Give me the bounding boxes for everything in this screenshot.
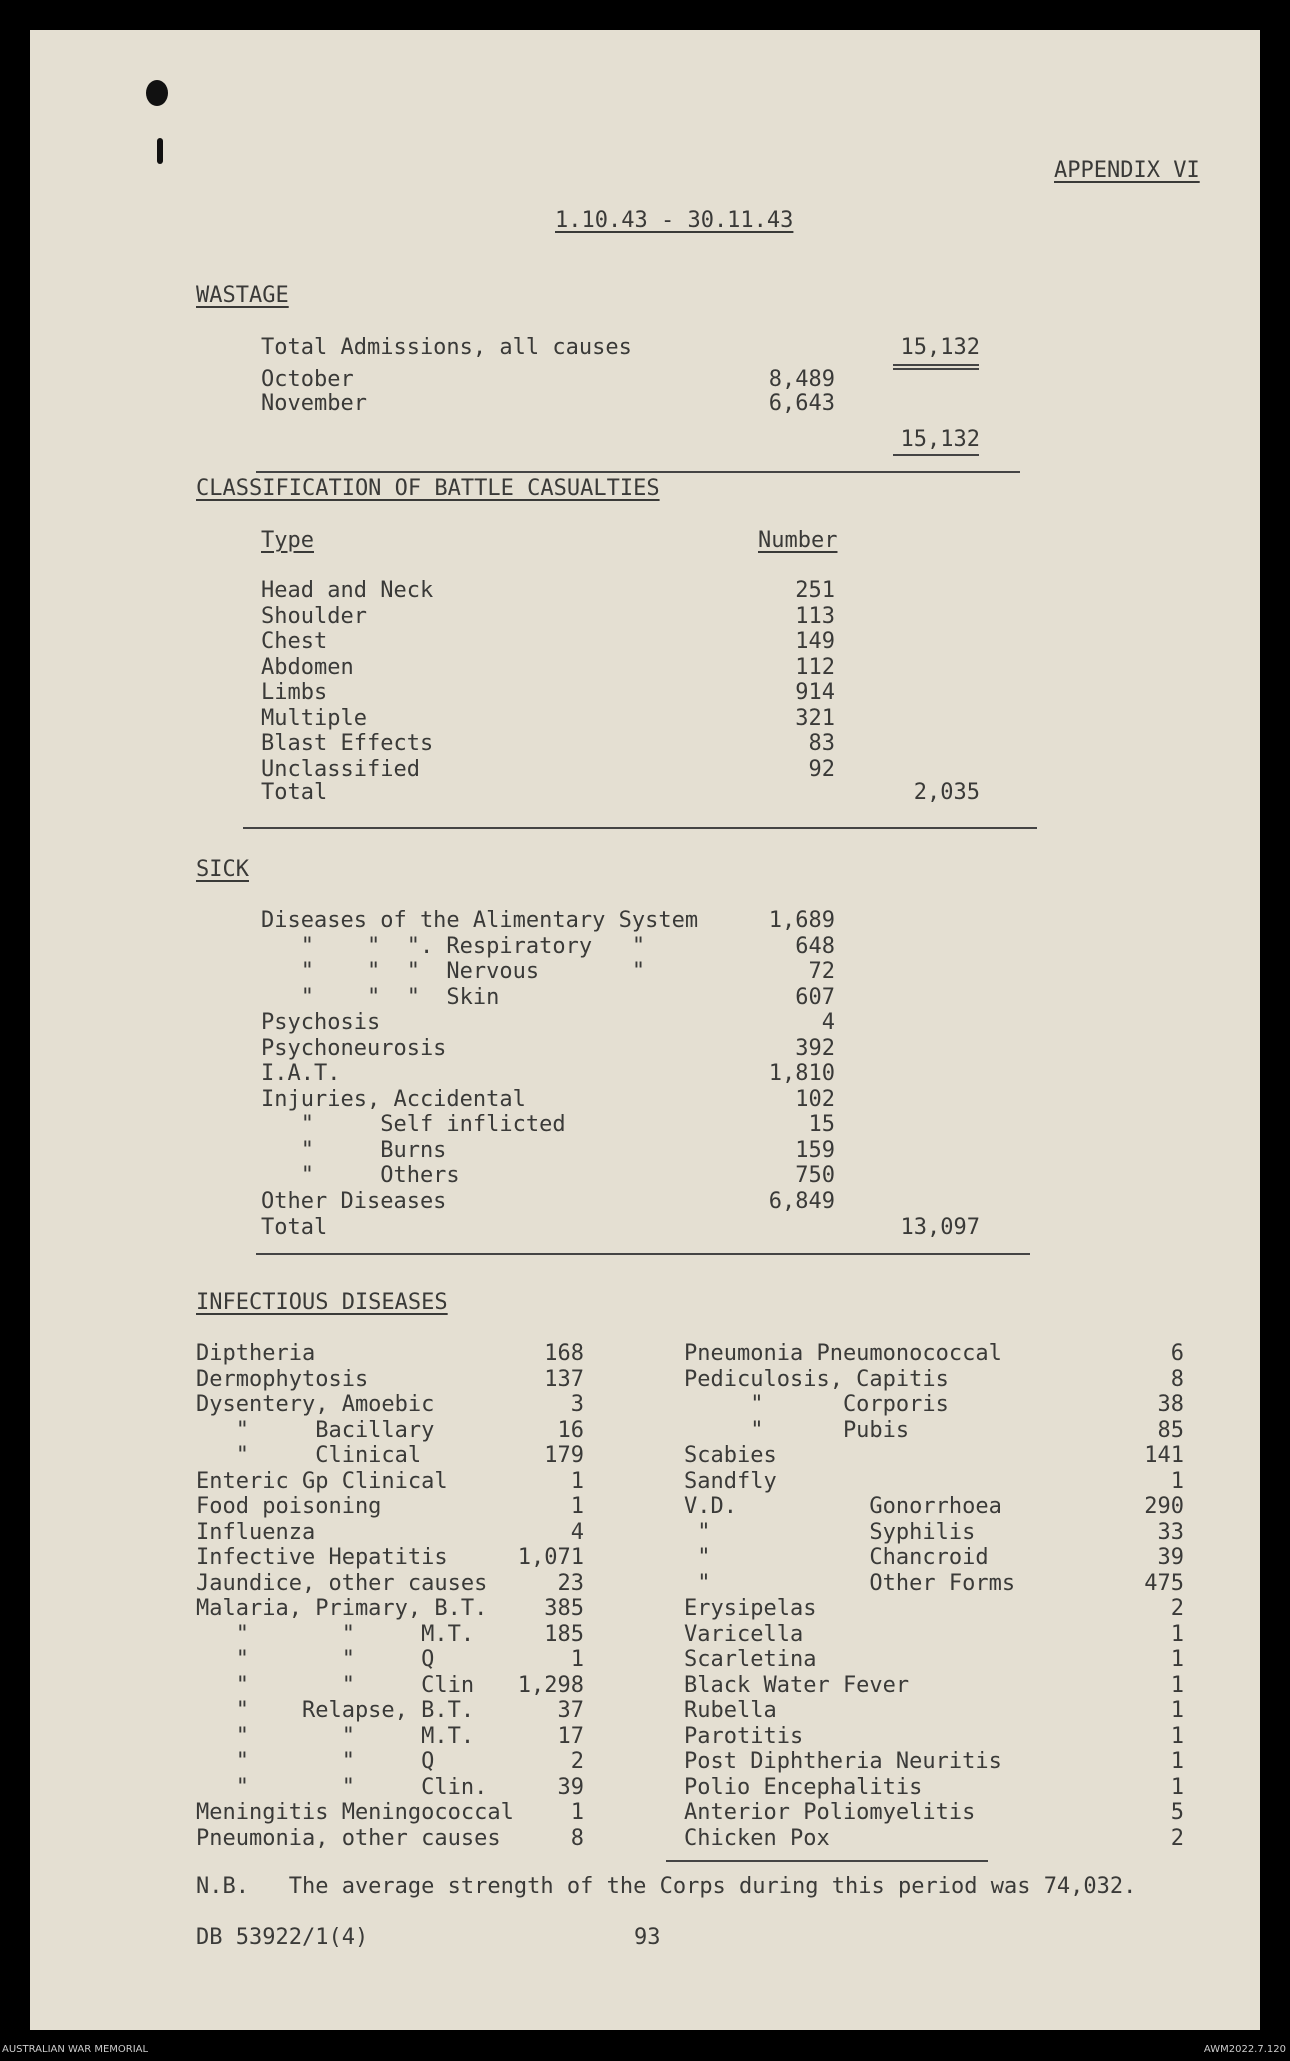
row-label: " " M.T. (196, 1621, 475, 1647)
row-label: Pneumonia, other causes (196, 1825, 501, 1851)
infectious-heading: INFECTIOUS DISEASES (196, 1290, 448, 1315)
row-label: " Syphilis (684, 1519, 976, 1545)
row-value: 137 (544, 1366, 584, 1392)
row-label: Unclassified (261, 756, 420, 782)
row-value: 6,849 (768, 1188, 835, 1214)
period-title: 1.10.43 - 30.11.43 (555, 208, 794, 233)
row-value: 392 (795, 1035, 835, 1061)
row-value: 33 (1157, 1519, 1184, 1545)
row-label: Parotitis (684, 1723, 804, 1749)
row-label: Multiple (261, 705, 367, 731)
row-value: 85 (1157, 1417, 1184, 1443)
row-value: 112 (795, 654, 835, 680)
row-label: Infective Hepatitis (196, 1545, 448, 1570)
row-value: 102 (795, 1086, 835, 1112)
row-label: Diseases of the Alimentary System (261, 908, 699, 933)
row-value: 251 (795, 578, 835, 603)
page-number: 93 (634, 1925, 661, 1950)
wastage-total-value: 15,132 (900, 335, 980, 360)
row-value: 37 (557, 1698, 584, 1723)
archive-credit: AUSTRALIAN WAR MEMORIAL (2, 2044, 149, 2055)
row-value: 168 (544, 1341, 584, 1366)
row-value: 8,489 (768, 367, 835, 392)
row-value: 4 (821, 1010, 835, 1035)
row-label: Post Diphtheria Neuritis (684, 1749, 1002, 1774)
row-value: 1 (570, 1800, 584, 1825)
battle-col-number: Number (758, 528, 838, 553)
row-label: Sandfly (684, 1468, 777, 1494)
row-label: Food poisoning (196, 1494, 382, 1519)
row-label: " Self inflicted (261, 1112, 566, 1137)
sick-total-label: Total (261, 1215, 328, 1240)
strength-note: N.B. The average strength of the Corps during this period was 74,032. (196, 1874, 1137, 1899)
section-divider (256, 1253, 1030, 1255)
row-label: " Burns (261, 1137, 447, 1163)
row-label: Scarletina (684, 1647, 817, 1672)
row-value: 39 (1157, 1545, 1184, 1570)
row-value: 1,298 (517, 1672, 584, 1698)
row-label: Dysentery, Amoebic (196, 1392, 435, 1417)
row-value: 5 (1170, 1800, 1184, 1825)
wastage-total-label: Total Admissions, all causes (261, 335, 632, 360)
row-value: 72 (808, 959, 835, 984)
row-label: Malaria, Primary, B.T. (196, 1596, 488, 1621)
wastage-total-rule (893, 364, 979, 366)
row-label: I.A.T. (261, 1061, 341, 1086)
row-value: 607 (795, 984, 835, 1010)
reference-number: DB 53922/1(4) (196, 1925, 369, 1950)
punch-hole (146, 80, 168, 106)
row-label: Pneumonia Pneumonococcal (684, 1341, 1002, 1366)
row-value: 1 (1170, 1774, 1184, 1800)
row-value: 17 (557, 1723, 584, 1749)
row-label: " Other Forms (684, 1570, 1016, 1596)
row-value: 113 (795, 603, 835, 629)
row-value: 185 (544, 1621, 584, 1647)
row-value: 16 (557, 1417, 584, 1443)
row-value: 1 (1170, 1468, 1184, 1494)
row-label: Rubella (684, 1698, 777, 1723)
row-value: 1 (1170, 1749, 1184, 1774)
row-label: Scabies (684, 1443, 777, 1468)
row-label: Abdomen (261, 654, 354, 680)
row-value: 1 (570, 1494, 584, 1519)
row-label: October (261, 367, 354, 392)
row-value: 92 (808, 756, 835, 782)
row-label: " " " Skin (261, 984, 500, 1010)
row-label: Erysipelas (684, 1596, 817, 1621)
row-label: Dermophytosis (196, 1366, 369, 1392)
row-value: 39 (557, 1774, 584, 1800)
row-value: 1 (570, 1468, 584, 1494)
row-label: Influenza (196, 1519, 316, 1545)
row-label: Limbs (261, 680, 328, 705)
row-value: 914 (795, 680, 835, 705)
row-label: Enteric Gp Clinical (196, 1468, 448, 1494)
section-divider (243, 827, 1037, 829)
wastage-sum: 15,132 (900, 427, 980, 452)
row-value: 750 (795, 1163, 835, 1188)
row-value: 1 (1170, 1621, 1184, 1647)
row-label: " " Clin. (196, 1774, 488, 1800)
row-value: 15 (808, 1112, 835, 1137)
row-label: Chest (261, 629, 328, 654)
sick-heading: SICK (196, 857, 249, 882)
row-label: V.D. Gonorrhoea (684, 1494, 1002, 1519)
row-label: Injuries, Accidental (261, 1086, 526, 1112)
row-label: Psychosis (261, 1010, 381, 1035)
row-value: 4 (570, 1519, 584, 1545)
row-label: " Corporis (684, 1392, 949, 1417)
battle-total-value: 2,035 (913, 780, 980, 805)
row-value: 1 (1170, 1672, 1184, 1698)
row-label: Blast Effects (261, 731, 434, 756)
row-value: 6 (1170, 1341, 1184, 1366)
row-value: 1 (570, 1647, 584, 1672)
row-label: " Clinical (196, 1443, 422, 1468)
sick-total-value: 13,097 (900, 1215, 980, 1240)
row-value: 159 (795, 1137, 835, 1163)
row-label: Diptheria (196, 1341, 316, 1366)
section-divider (256, 471, 1020, 473)
section-divider (666, 1860, 988, 1862)
row-label: " " M.T. (196, 1723, 475, 1749)
row-value: 2 (1170, 1825, 1184, 1851)
row-label: Jaundice, other causes (196, 1570, 488, 1596)
row-value: 385 (544, 1596, 584, 1621)
row-value: 321 (795, 705, 835, 731)
row-label: Other Diseases (261, 1188, 447, 1214)
appendix-label: APPENDIX VI (1054, 158, 1200, 183)
row-label: Varicella (684, 1621, 804, 1647)
row-value: 1 (1170, 1647, 1184, 1672)
row-value: 2 (1170, 1596, 1184, 1621)
row-value: 38 (1157, 1392, 1184, 1417)
row-label: Head and Neck (261, 578, 434, 603)
wastage-heading: WASTAGE (196, 283, 289, 308)
row-label: Psychoneurosis (261, 1035, 447, 1061)
row-label: Polio Encephalitis (684, 1774, 923, 1800)
battle-col-type: Type (261, 528, 314, 553)
wastage-total-rule (893, 368, 979, 370)
row-label: Shoulder (261, 603, 367, 629)
row-value: 1,071 (517, 1545, 584, 1570)
row-label: " Relapse, B.T. (196, 1698, 475, 1723)
row-value: 290 (1144, 1494, 1184, 1519)
row-value: 1 (1170, 1723, 1184, 1749)
row-value: 141 (1144, 1443, 1184, 1468)
wastage-sum-rule (893, 454, 979, 456)
row-value: 475 (1144, 1570, 1184, 1596)
row-value: 648 (795, 933, 835, 959)
row-label: " Others (261, 1163, 460, 1188)
row-value: 179 (544, 1443, 584, 1468)
row-value: 149 (795, 629, 835, 654)
row-value: 1 (1170, 1698, 1184, 1723)
row-label: " Bacillary (196, 1417, 435, 1443)
row-label: Chicken Pox (684, 1825, 830, 1851)
row-value: 8 (570, 1825, 584, 1851)
punch-hole (157, 138, 163, 164)
row-value: 6,643 (768, 391, 835, 416)
row-label: " Chancroid (684, 1545, 989, 1570)
row-label: Meningitis Meningococcal (196, 1800, 514, 1825)
row-label: Anterior Poliomyelitis (684, 1800, 976, 1825)
row-label: November (261, 391, 367, 416)
row-value: 1,810 (768, 1061, 835, 1086)
battle-total-label: Total (261, 780, 328, 805)
row-value: 83 (808, 731, 835, 756)
row-value: 1,689 (768, 908, 835, 933)
row-value: 23 (557, 1570, 584, 1596)
row-value: 8 (1170, 1366, 1184, 1392)
row-label: " " Clin (196, 1672, 475, 1698)
row-label: " Pubis (684, 1417, 910, 1443)
row-label: " " Q (196, 1749, 435, 1774)
archive-reference: AWM2022.7.120 (1203, 2044, 1286, 2055)
battle-heading: CLASSIFICATION OF BATTLE CASUALTIES (196, 476, 660, 501)
row-label: Pediculosis, Capitis (684, 1366, 949, 1392)
row-label: " " " Nervous " (261, 959, 646, 984)
row-label: Black Water Fever (684, 1672, 910, 1698)
row-value: 2 (570, 1749, 584, 1774)
row-value: 3 (570, 1392, 584, 1417)
row-label: " " ". Respiratory " (261, 933, 646, 959)
row-label: " " Q (196, 1647, 435, 1672)
